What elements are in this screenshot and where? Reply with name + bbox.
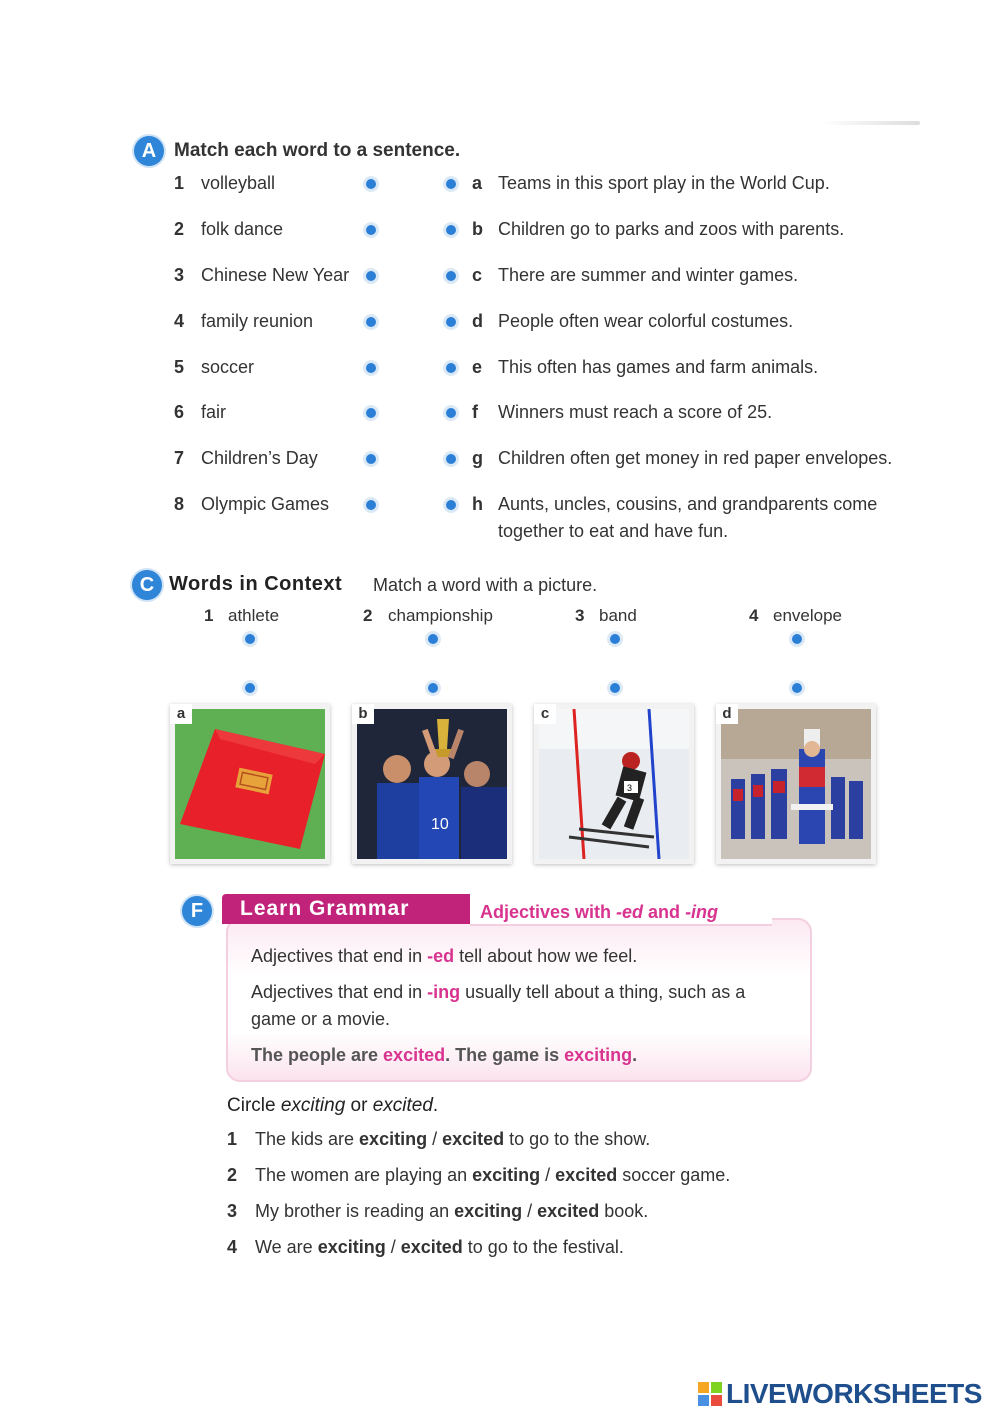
- picture-b: [352, 704, 512, 864]
- option-exciting[interactable]: exciting: [472, 1165, 541, 1185]
- context-picture-dot[interactable]: [792, 683, 802, 693]
- marching-band-image: [721, 709, 871, 859]
- circle-question: 4 We are exciting / excited to go to the festival.: [227, 1237, 624, 1257]
- picture-label-c: c: [534, 704, 556, 724]
- picture-label-b: b: [352, 704, 374, 724]
- option-excited[interactable]: excited: [442, 1129, 505, 1149]
- circle-question: 3 My brother is reading an exciting / excited book.: [227, 1201, 649, 1221]
- context-picture-dot[interactable]: [428, 683, 438, 693]
- match-word-dot[interactable]: [366, 225, 376, 235]
- context-word-number: 2: [363, 606, 373, 625]
- example-exciting: exciting: [564, 1045, 633, 1065]
- match-word: folk dance: [201, 219, 284, 239]
- match-word-number: 6: [174, 402, 185, 422]
- grammar-rule-1: Adjectives that end in -ed tell about how we feel.: [251, 946, 638, 966]
- match-word: Chinese New Year: [201, 265, 350, 285]
- option-excited[interactable]: excited: [555, 1165, 618, 1185]
- suffix-ing: -ing: [427, 982, 461, 1002]
- option-exciting[interactable]: exciting: [317, 1237, 386, 1257]
- match-sentence-letter: a: [472, 173, 483, 193]
- red-envelope-image: [175, 709, 325, 859]
- section-a-badge: A: [134, 136, 164, 166]
- match-sentence-letter: f: [472, 402, 478, 422]
- context-word: envelope: [773, 606, 843, 625]
- match-sentence-dot[interactable]: [446, 179, 456, 189]
- question-number: 4: [227, 1237, 238, 1257]
- circle-question: 1 The kids are exciting / excited to go to the show.: [227, 1129, 651, 1149]
- question-number: 3: [227, 1201, 238, 1221]
- subtitle-and: and: [643, 902, 686, 922]
- circle-question: 2 The women are playing an exciting / excited soccer game.: [227, 1165, 731, 1185]
- context-picture-dot[interactable]: [245, 683, 255, 693]
- match-word: fair: [201, 402, 227, 422]
- footer-brand: LIVEWORKSHEETS: [726, 1378, 982, 1409]
- section-f-badge: F: [182, 896, 212, 926]
- match-sentence: Winners must reach a score of 25.: [498, 402, 773, 422]
- subtitle-ed: -ed: [616, 902, 644, 922]
- match-word-dot[interactable]: [366, 363, 376, 373]
- context-word: athlete: [228, 606, 280, 625]
- match-sentence-dot[interactable]: [446, 225, 456, 235]
- context-word-dot[interactable]: [428, 634, 438, 644]
- suffix-ed: -ed: [427, 946, 455, 966]
- grammar-rule-2: Adjectives that end in -ing usually tell about a thing, such as a game or a movie.: [251, 982, 746, 1029]
- match-word-number: 1: [174, 173, 185, 193]
- match-word-number: 3: [174, 265, 185, 285]
- context-word: championship: [388, 606, 493, 625]
- svg-text:3: 3: [627, 783, 633, 793]
- soccer-championship-image: [357, 709, 507, 859]
- match-sentence-letter: h: [472, 494, 483, 514]
- section-a-title: Match each word to a sentence.: [174, 140, 461, 161]
- option-excited[interactable]: excited: [400, 1237, 463, 1257]
- grammar-subtitle: [480, 902, 718, 923]
- question-number: 2: [227, 1165, 238, 1185]
- option-exciting[interactable]: exciting: [359, 1129, 428, 1149]
- match-sentence: Children often get money in red paper envelopes.: [498, 448, 893, 468]
- match-sentence: There are summer and winter games.: [498, 265, 799, 285]
- subtitle-ing: -ing: [685, 902, 719, 922]
- match-sentence-letter: b: [472, 219, 483, 239]
- match-word-dot[interactable]: [366, 271, 376, 281]
- context-word-number: 3: [575, 606, 585, 625]
- section-c-title: Words in Context: [169, 573, 343, 595]
- match-word-number: 5: [174, 357, 185, 377]
- subtitle-pre: Adjectives with: [480, 902, 617, 922]
- match-word-number: 2: [174, 219, 185, 239]
- section-c-instruction: Match a word with a picture.: [373, 575, 598, 595]
- context-picture-dot[interactable]: [610, 683, 620, 693]
- context-word-dot[interactable]: [610, 634, 620, 644]
- example-excited: excited: [383, 1045, 446, 1065]
- skier-athlete-image: [539, 709, 689, 859]
- context-word-dot[interactable]: [792, 634, 802, 644]
- match-sentence: This often has games and farm animals.: [498, 357, 819, 377]
- match-sentence-letter: c: [472, 265, 483, 285]
- match-sentence: Teams in this sport play in the World Cup.: [498, 173, 830, 193]
- match-word-dot[interactable]: [366, 500, 376, 510]
- match-word-dot[interactable]: [366, 408, 376, 418]
- match-sentence: People often wear colorful costumes.: [498, 311, 794, 331]
- picture-d: [716, 704, 876, 864]
- match-word-number: 4: [174, 311, 185, 331]
- picture-c: [534, 704, 694, 864]
- match-sentence-dot[interactable]: [446, 408, 456, 418]
- circle-instruction: Circle exciting or excited.: [227, 1095, 439, 1116]
- grammar-example: The people are excited. The game is exciting.: [251, 1045, 638, 1065]
- match-word-number: 8: [174, 494, 185, 514]
- picture-label-d: d: [716, 704, 738, 724]
- match-word: Children’s Day: [201, 448, 318, 468]
- match-word: family reunion: [201, 311, 314, 331]
- match-word: Olympic Games: [201, 494, 330, 514]
- match-word-dot[interactable]: [366, 179, 376, 189]
- match-sentence: Aunts, uncles, cousins, and grandparents come together to eat and have fun.: [498, 494, 878, 541]
- section-c-badge: C: [132, 570, 162, 600]
- match-word-dot[interactable]: [366, 317, 376, 327]
- match-word-number: 7: [174, 448, 185, 468]
- picture-label-a: a: [170, 704, 192, 724]
- match-sentence-dot[interactable]: [446, 317, 456, 327]
- context-word-dot[interactable]: [245, 634, 255, 644]
- option-excited[interactable]: excited: [537, 1201, 600, 1221]
- match-word-dot[interactable]: [366, 454, 376, 464]
- match-sentence-dot[interactable]: [446, 271, 456, 281]
- context-word-number: 4: [749, 606, 759, 625]
- option-exciting[interactable]: exciting: [454, 1201, 523, 1221]
- footer-logo: [698, 1378, 994, 1410]
- question-number: 1: [227, 1129, 238, 1149]
- match-sentence-letter: e: [472, 357, 483, 377]
- grammar-title: Learn Grammar: [240, 897, 410, 920]
- match-sentence-letter: g: [472, 448, 483, 468]
- match-sentence-dot[interactable]: [446, 363, 456, 373]
- top-decoration: [820, 121, 920, 125]
- context-word: band: [599, 606, 637, 625]
- match-word: soccer: [201, 357, 255, 377]
- match-word: volleyball: [201, 173, 276, 193]
- match-sentence-letter: d: [472, 311, 483, 331]
- match-sentence-dot[interactable]: [446, 454, 456, 464]
- svg-text:10: 10: [431, 816, 449, 833]
- liveworksheets-icon: [698, 1382, 722, 1406]
- picture-a: [170, 704, 330, 864]
- match-sentence: Children go to parks and zoos with parents.: [498, 219, 845, 239]
- match-sentence-dot[interactable]: [446, 500, 456, 510]
- context-word-number: 1: [204, 606, 214, 625]
